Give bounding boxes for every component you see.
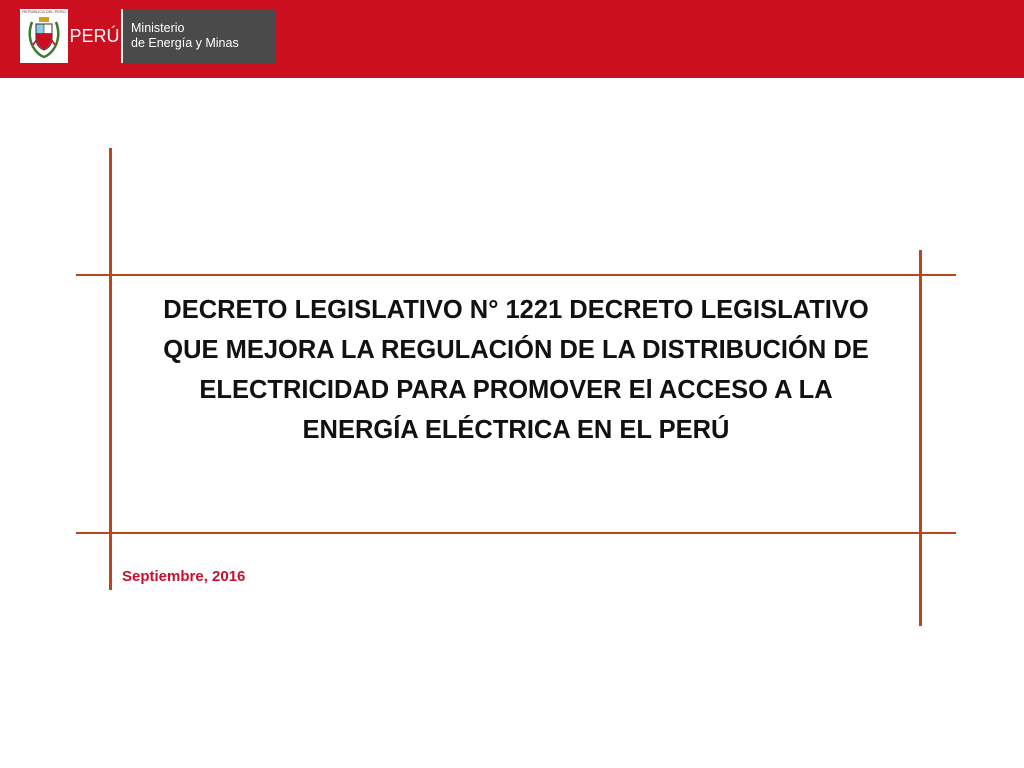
- ministry-logo: [20, 9, 276, 63]
- frame-line-right: [919, 250, 922, 626]
- coat-of-arms-icon: [25, 11, 63, 61]
- frame-line-top: [76, 274, 956, 276]
- country-label: PERÚ: [68, 9, 121, 63]
- crest-caption: REPÚBLICA DEL PERÚ: [22, 9, 66, 14]
- slide-title: DECRETO LEGISLATIVO N° 1221 DECRETO LEGISLATIVO QUE MEJORA LA REGULACIÓN DE LA DISTRIBUCIÓN DE ELECTRICIDAD PARA PROMOVER El ACCESO A LA ENERGÍA ELÉCTRICA EN EL PERÚ: [163, 296, 869, 444]
- slide-date: Septiembre, 2016: [122, 568, 246, 585]
- frame-line-left: [109, 148, 112, 590]
- ministry-label: [123, 9, 276, 63]
- ministry-label-line1: Ministerio: [131, 21, 185, 35]
- header-bar: [0, 0, 1024, 78]
- frame-line-bottom: [76, 532, 956, 534]
- ministry-label-line2: de Energía y Minas: [131, 36, 239, 50]
